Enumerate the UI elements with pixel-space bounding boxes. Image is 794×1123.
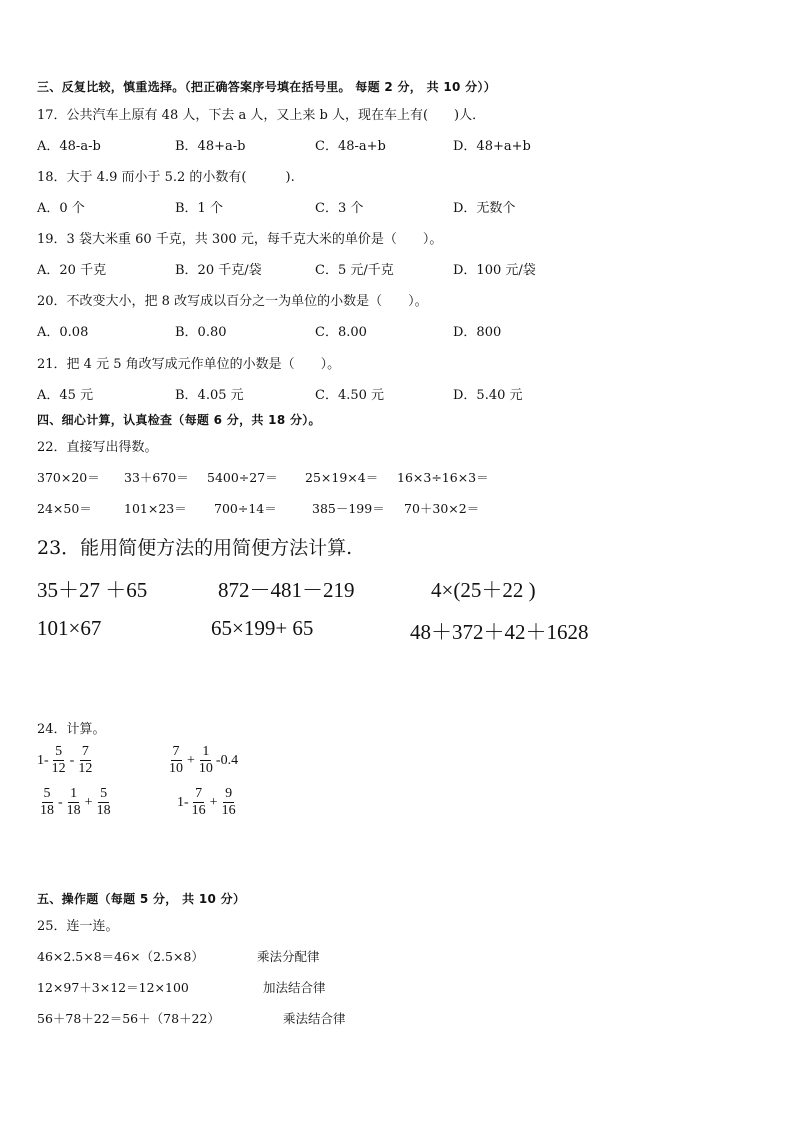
- q25-left-item: 12×97＋3×12＝12×100: [37, 980, 189, 995]
- q22-item: 101×23＝: [124, 501, 187, 516]
- question-24: 24．计算。: [37, 722, 106, 737]
- fraction: $\frac{7}{12}$: [78, 744, 93, 776]
- q25-left-item: 46×2.5×8＝46×（2.5×8）: [37, 949, 204, 964]
- section-5-title: 五、操作题（每题 5 分， 共 10 分）: [37, 892, 246, 906]
- q23-expression: 101×67: [37, 616, 102, 640]
- q24-expression-1: 1- $\frac{5}{12}$ - $\frac{7}{12}$: [37, 744, 93, 776]
- q21-option-b: B．4.05 元: [175, 388, 244, 403]
- fraction: $\frac{5}{18}$: [96, 786, 111, 818]
- q17-option-b: B．48+a-b: [175, 139, 246, 154]
- q17-option-c: C．48-a+b: [315, 139, 386, 154]
- question-22: 22．直接写出得数。: [37, 440, 158, 455]
- q22-item: 370×20＝: [37, 470, 100, 485]
- q23-expression: 48＋372＋42＋1628: [410, 620, 589, 644]
- fraction: $\frac{7}{10}$: [169, 744, 183, 776]
- q23-expression: 35＋27 ＋65: [37, 578, 148, 602]
- q20-option-d: D．800: [453, 325, 502, 340]
- q20-option-c: C．8.00: [315, 325, 367, 340]
- fraction: $\frac{1}{10}$: [198, 744, 213, 776]
- q22-item: 70＋30×2＝: [404, 501, 480, 516]
- fraction: $\frac{5}{12}$: [51, 744, 66, 776]
- question-19: 19．3 袋大米重 60 千克，共 300 元，每千克大米的单价是（ ）。: [37, 232, 443, 247]
- q24-e1-lead: 1-: [37, 752, 49, 768]
- question-25: 25．连一连。: [37, 919, 119, 934]
- question-20: 20．不改变大小，把 8 改写成以百分之一为单位的小数是（ ）。: [37, 294, 428, 309]
- q17-option-a: A．48-a-b: [37, 139, 101, 154]
- question-21: 21．把 4 元 5 角改写成元作单位的小数是（ ）。: [37, 357, 341, 372]
- q22-item: 385－199＝: [312, 501, 385, 516]
- q18-option-a: A．0 个: [37, 201, 85, 216]
- q24-expression-2: $\frac{7}{10}$ + $\frac{1}{10}$ -0.4: [169, 744, 239, 776]
- q22-item: 33＋670＝: [124, 470, 189, 485]
- q23-expression: 872－481－219: [218, 578, 355, 602]
- fraction: $\frac{7}{16}$: [191, 786, 206, 818]
- q18-option-b: B．1 个: [175, 201, 223, 216]
- q19-option-d: D．100 元/袋: [453, 263, 536, 278]
- question-18: 18．大于 4.9 而小于 5.2 的小数有( ).: [37, 170, 295, 185]
- q19-option-b: B．20 千克/袋: [175, 263, 262, 278]
- q22-item: 16×3÷16×3＝: [397, 470, 489, 485]
- q23-expression: 4×(25＋22 ): [431, 578, 536, 602]
- q21-option-a: A．45 元: [37, 388, 94, 403]
- question-17: 17．公共汽车上原有 48 人，下去 a 人，又上来 b 人，现在车上有( )人．: [37, 108, 486, 123]
- q23-expression: 65×199+ 65: [211, 616, 314, 640]
- q18-option-c: C．3 个: [315, 201, 364, 216]
- fraction: $\frac{5}{18}$: [40, 786, 54, 818]
- q21-option-d: D．5.40 元: [453, 388, 523, 403]
- q19-option-c: C．5 元/千克: [315, 263, 394, 278]
- q25-left-item: 56＋78＋22＝56＋（78＋22）: [37, 1011, 220, 1026]
- q25-right-item: 乘法结合律: [283, 1011, 346, 1026]
- q20-option-a: A．0.08: [37, 325, 89, 340]
- section-3-title: 三、反复比较，慎重选择。（把正确答案序号填在括号里。 每题 2 分， 共 10 分））: [37, 80, 497, 94]
- q17-option-d: D．48+a+b: [453, 139, 531, 154]
- q24-expression-3: $\frac{5}{18}$ - $\frac{1}{18}$ + $\frac{5}{18}$: [40, 786, 111, 818]
- question-23: 23．能用简便方法的用简便方法计算.: [37, 537, 353, 559]
- section-4-title: 四、细心计算，认真检查（每题 6 分，共 18 分）。: [37, 413, 321, 427]
- q19-option-a: A．20 千克: [37, 263, 107, 278]
- q24-expression-4: 1- $\frac{7}{16}$ + $\frac{9}{16}$: [177, 786, 236, 818]
- q22-item: 25×19×4＝: [305, 470, 379, 485]
- q25-right-item: 乘法分配律: [257, 949, 320, 964]
- q22-item: 5400÷27＝: [207, 470, 278, 485]
- q25-right-item: 加法结合律: [263, 980, 326, 995]
- q22-item: 24×50＝: [37, 501, 92, 516]
- q18-option-d: D．无数个: [453, 201, 516, 216]
- fraction: $\frac{9}{16}$: [221, 786, 236, 818]
- fraction: $\frac{1}{18}$: [66, 786, 81, 818]
- q22-item: 700÷14＝: [214, 501, 277, 516]
- q20-option-b: B．0.80: [175, 325, 227, 340]
- q21-option-c: C．4.50 元: [315, 388, 385, 403]
